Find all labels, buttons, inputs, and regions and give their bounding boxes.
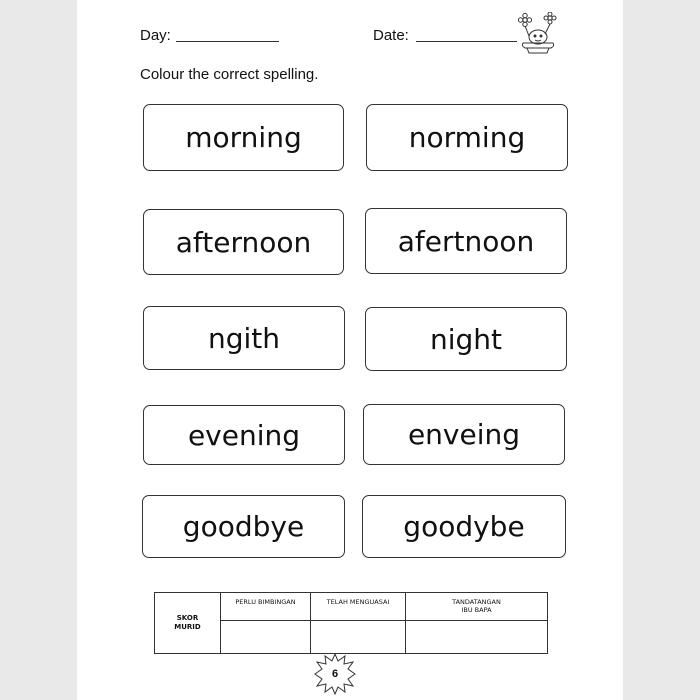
signature-cell[interactable] bbox=[406, 621, 548, 654]
instruction-text: Colour the correct spelling. bbox=[140, 66, 319, 83]
ibu-bapa-label: IBU BAPA bbox=[461, 606, 492, 615]
date-input-line[interactable] bbox=[416, 41, 517, 42]
page-number: 6 bbox=[331, 668, 339, 680]
word-option-norming[interactable]: norming bbox=[366, 104, 568, 171]
page-number-badge bbox=[314, 653, 356, 695]
word-option-goodbye[interactable]: goodbye bbox=[142, 495, 345, 558]
telah-menguasai-header: TELAH MENGUASAI bbox=[311, 593, 406, 621]
score-table bbox=[154, 592, 548, 654]
telah-menguasai-cell[interactable] bbox=[311, 621, 406, 654]
flower-pot-icon bbox=[517, 12, 561, 54]
worksheet-page bbox=[77, 0, 623, 700]
skor-label: SKOR bbox=[176, 614, 199, 623]
date-label: Date: bbox=[373, 27, 409, 44]
tandatangan-header bbox=[406, 593, 548, 621]
word-option-night[interactable]: night bbox=[365, 307, 567, 371]
word-option-goodybe[interactable]: goodybe bbox=[362, 495, 566, 558]
word-option-enveing[interactable]: enveing bbox=[363, 404, 565, 465]
day-input-line[interactable] bbox=[176, 41, 279, 42]
word-option-afternoon[interactable]: afternoon bbox=[143, 209, 344, 275]
skor-murid-cell bbox=[155, 593, 221, 654]
perlu-bimbingan-header: PERLU BIMBINGAN bbox=[221, 593, 311, 621]
murid-label: MURID bbox=[174, 623, 201, 631]
tandatangan-label: TANDATANGAN bbox=[452, 598, 501, 606]
day-label: Day: bbox=[140, 27, 171, 44]
perlu-bimbingan-cell[interactable] bbox=[221, 621, 311, 654]
word-option-ngith[interactable]: ngith bbox=[143, 306, 345, 370]
word-option-morning[interactable]: morning bbox=[143, 104, 344, 171]
word-option-evening[interactable]: evening bbox=[143, 405, 345, 465]
word-option-afertnoon[interactable]: afertnoon bbox=[365, 208, 567, 274]
